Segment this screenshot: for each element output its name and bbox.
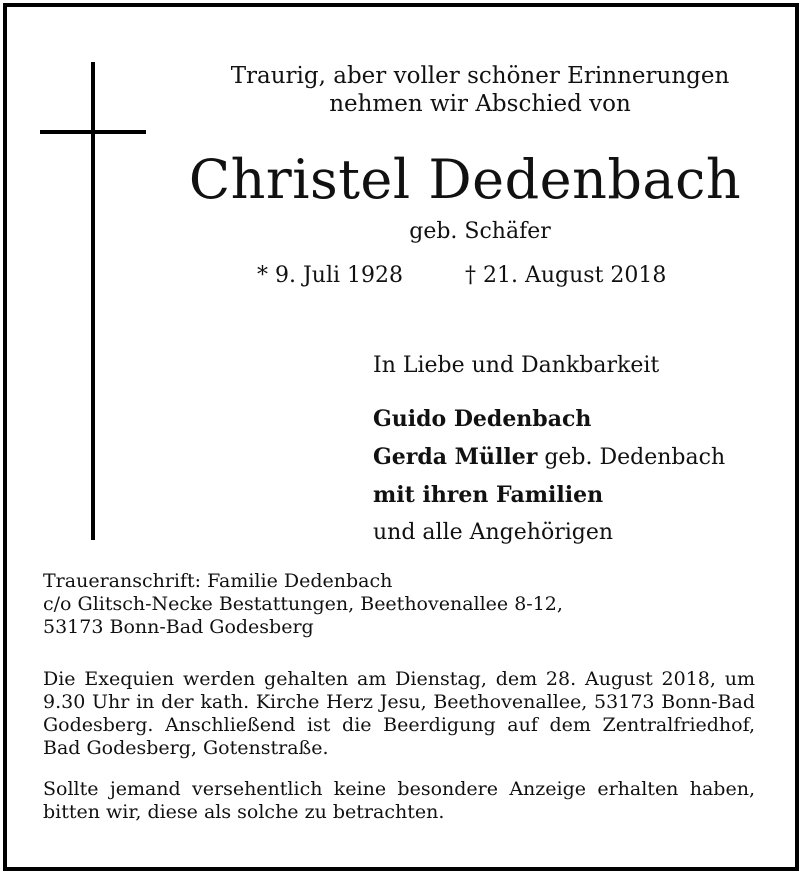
dedication: In Liebe und Dankbarkeit: [373, 353, 660, 378]
address-line-3: 53173 Bonn-Bad Godesberg: [43, 616, 314, 638]
death-date: † 21. August 2018: [465, 263, 667, 288]
mourner-relatives: und alle Angehörigen: [373, 520, 614, 545]
mourner-2-suffix: geb. Dedenbach: [537, 445, 726, 470]
mourners-block: [373, 350, 725, 552]
birth-name: geb. Schäfer: [409, 219, 551, 244]
exequies-text: Die Exequien werden gehalten am Dienstag, dem 28. August 2018, um 9.30 Uhr in der kath. Kirche Herz Jesu, Beethovenallee, 53173 Bonn-Bad Godesberg. Anschließend ist die Beerdigung auf dem Zentralfriedhof, Bad Godesberg, Gotenstraße.: [43, 668, 755, 759]
intro-line-1: Traurig, aber voller schöner Erinnerungen: [230, 63, 730, 89]
intro-text: [180, 62, 780, 118]
deceased-name: Christel Dedenbach: [188, 148, 742, 211]
mourning-address: [43, 570, 755, 639]
birth-date: * 9. Juli 1928: [257, 263, 404, 288]
address-line-2: c/o Glitsch-Necke Bestattungen, Beethovenallee 8-12,: [43, 593, 563, 615]
notice-text: Sollte jemand versehentlich keine besondere Anzeige erhalten haben, bitten wir, diese als solche zu betrachten.: [43, 778, 755, 823]
mourner-1: Guido Dedenbach: [373, 406, 592, 432]
intro-line-2: nehmen wir Abschied von: [329, 91, 631, 117]
cross-icon-bar: [40, 130, 146, 134]
mourner-families: mit ihren Familien: [373, 482, 604, 508]
mourner-2-name: Gerda Müller: [373, 444, 538, 470]
mourner-2: [373, 438, 725, 476]
address-line-1: Traueranschrift: Familie Dedenbach: [43, 570, 393, 592]
